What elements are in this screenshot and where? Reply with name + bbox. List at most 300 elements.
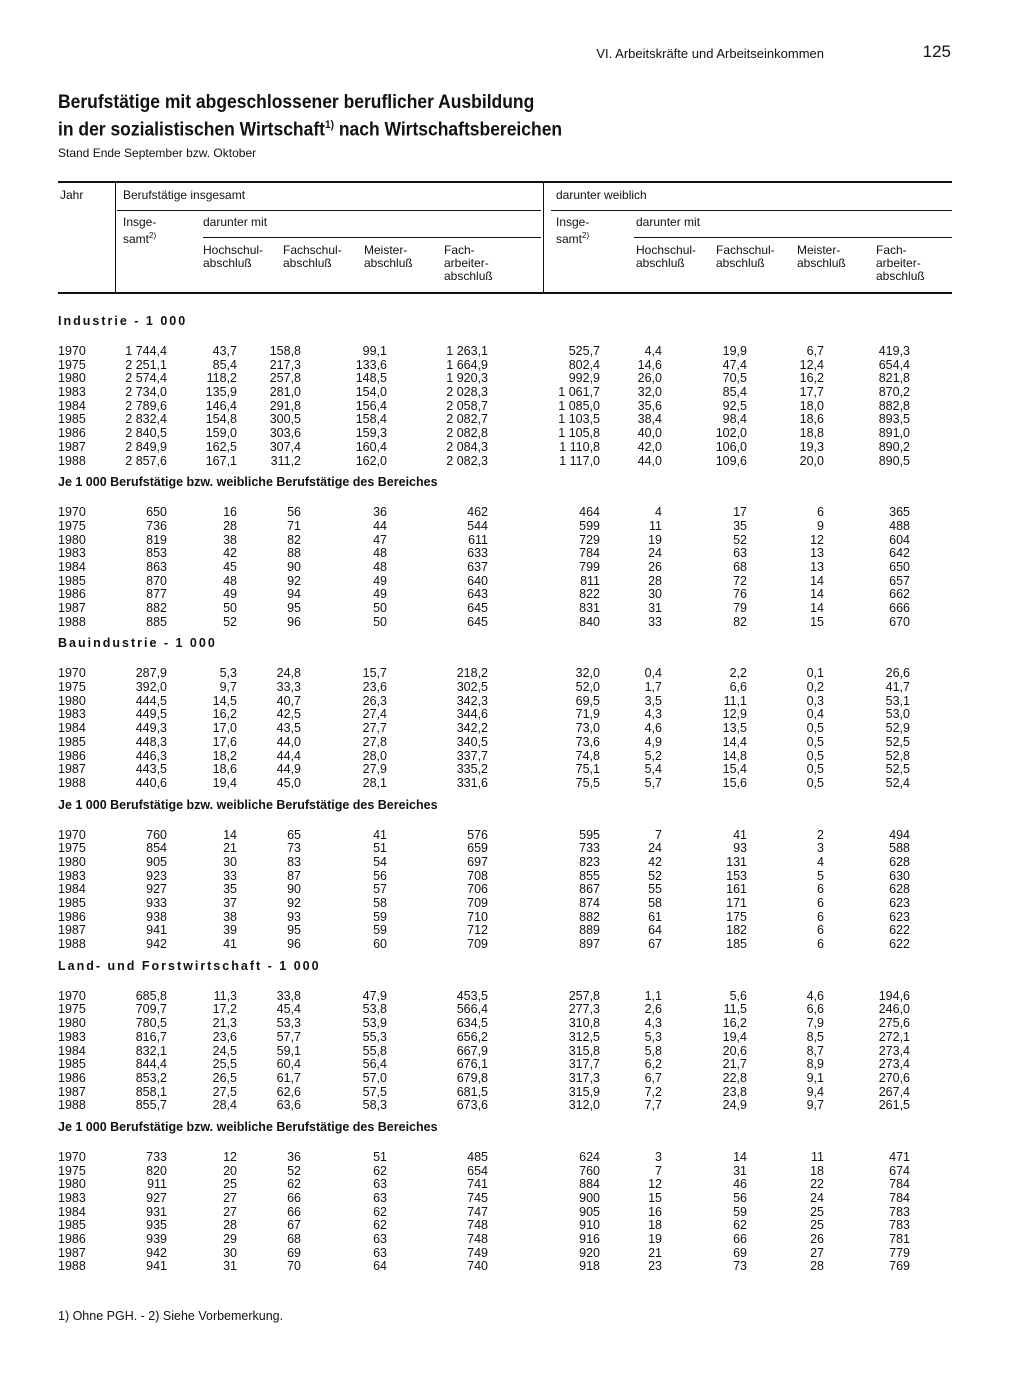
cell-female-facharbeiter: 53,1	[885, 693, 910, 708]
section-title: Je 1 000 Berufstätige bzw. weibliche Berufstätige des Bereiches	[58, 475, 438, 490]
cell-female-fachschul: 24,9	[722, 1098, 747, 1113]
cell-facharbeiter: 673,6	[456, 1098, 488, 1113]
column-divider	[115, 183, 116, 292]
cell-fachschul: 96	[287, 937, 301, 952]
cell-hochschul: 118,2	[206, 371, 237, 386]
cell-meister: 27,7	[362, 721, 387, 736]
cell-female-hochschul: 23	[648, 1259, 662, 1274]
cell-fachschul: 92	[287, 896, 301, 910]
cell-female-total: 599	[579, 518, 600, 533]
cell-female-fachschul: 47,4	[722, 357, 747, 372]
cell-facharbeiter: 681,5	[456, 1084, 488, 1099]
cell-meister: 50	[373, 614, 387, 629]
cell-female-total: 73,0	[575, 721, 600, 736]
cell-female-fachschul: 93	[733, 841, 747, 856]
cell-hochschul: 25	[223, 1177, 237, 1192]
cell-female-hochschul: 11	[649, 518, 662, 533]
cell-year: 1984	[58, 398, 86, 413]
cell-female-hochschul: 3,5	[644, 693, 662, 708]
cell-female-facharbeiter: 650	[889, 559, 910, 574]
cell-female-fachschul: 17	[733, 505, 747, 520]
table-row	[0, 1192, 1024, 1206]
cell-hochschul: 37	[223, 896, 237, 910]
table-row	[0, 938, 1024, 952]
cell-female-hochschul: 61	[648, 909, 662, 924]
chapter-title: VI. Arbeitskräfte und Arbeitseinkommen	[596, 46, 824, 61]
cell-female-meister: 4,6	[806, 988, 824, 1003]
cell-female-fachschul: 63	[733, 546, 747, 561]
cell-female-hochschul: 1,7	[644, 680, 662, 695]
table-row	[0, 427, 1024, 441]
cell-female-meister: 6	[817, 896, 824, 910]
cell-female-total: 992,9	[568, 371, 600, 386]
cell-female-facharbeiter: 623	[889, 909, 910, 924]
table-title	[58, 92, 562, 141]
page-number: 125	[922, 42, 951, 61]
table-row	[0, 506, 1024, 520]
cell-facharbeiter: 748	[467, 1218, 488, 1233]
cell-facharbeiter: 634,5	[456, 1016, 488, 1031]
cell-female-meister: 28	[810, 1259, 824, 1274]
cell-hochschul: 35	[223, 882, 237, 897]
cell-meister: 63	[373, 1191, 387, 1205]
table-row	[0, 1086, 1024, 1100]
cell-fachschul: 217,3	[269, 357, 301, 372]
cell-facharbeiter: 747	[467, 1204, 488, 1219]
cell-female-hochschul: 5,2	[644, 748, 662, 763]
cell-total: 870	[146, 573, 167, 588]
cell-facharbeiter: 2 058,7	[446, 398, 488, 413]
cell-facharbeiter: 745	[467, 1191, 488, 1205]
cell-hochschul: 21,3	[212, 1016, 237, 1031]
cell-facharbeiter: 544	[467, 518, 488, 533]
cell-female-total: 733	[579, 841, 600, 856]
cell-female-total: 257,8	[568, 988, 600, 1003]
cell-fachschul: 66	[287, 1204, 301, 1219]
cell-facharbeiter: 1 920,3	[446, 371, 488, 386]
cell-total: 2 251,1	[125, 357, 167, 372]
cell-female-fachschul: 85,4	[722, 385, 747, 400]
cell-female-meister: 7,9	[806, 1016, 824, 1031]
cell-female-total: 595	[579, 827, 600, 842]
cell-meister: 148,5	[355, 371, 387, 386]
cell-hochschul: 28	[223, 1218, 237, 1233]
cell-facharbeiter: 331,6	[456, 775, 488, 790]
table-row	[0, 1165, 1024, 1179]
table-row	[0, 1031, 1024, 1045]
cell-hochschul: 146,4	[205, 398, 237, 413]
cell-female-meister: 9,1	[806, 1070, 824, 1085]
cell-female-total: 884	[579, 1177, 600, 1192]
cell-total: 709,7	[135, 1002, 167, 1017]
table-row	[0, 1017, 1024, 1031]
cell-meister: 50	[373, 601, 387, 615]
cell-female-facharbeiter: 666	[889, 601, 910, 615]
cell-hochschul: 25,5	[212, 1057, 237, 1072]
cell-total: 832,1	[135, 1043, 167, 1058]
cell-hochschul: 39	[223, 923, 237, 938]
cell-year: 1985	[58, 1218, 86, 1233]
cell-year: 1980	[58, 1177, 86, 1192]
cell-female-facharbeiter: 784	[889, 1191, 910, 1205]
col-header-darunter-mit: darunter mit	[203, 215, 268, 229]
cell-fachschul: 62	[287, 1177, 301, 1192]
cell-total: 877	[146, 587, 167, 602]
cell-total: 938	[146, 909, 167, 924]
cell-total: 923	[146, 868, 167, 883]
cell-female-meister: 13	[810, 559, 824, 574]
table-row	[0, 520, 1024, 534]
cell-female-facharbeiter: 53,0	[885, 707, 910, 722]
cell-female-facharbeiter: 52,5	[885, 734, 910, 749]
cell-female-facharbeiter: 622	[889, 923, 910, 938]
cell-meister: 64	[373, 1259, 387, 1274]
table-row	[0, 616, 1024, 630]
cell-female-facharbeiter: 628	[889, 854, 910, 869]
cell-female-total: 1 105,8	[558, 426, 600, 441]
cell-fachschul: 96	[287, 614, 301, 629]
cell-meister: 56	[373, 868, 387, 883]
cell-year: 1984	[58, 1204, 86, 1219]
cell-facharbeiter: 645	[467, 601, 488, 615]
cell-female-fachschul: 16,2	[722, 1016, 747, 1031]
table-row	[0, 842, 1024, 856]
cell-facharbeiter: 706	[467, 882, 488, 897]
table-row	[0, 1219, 1024, 1233]
cell-female-hochschul: 16	[648, 1204, 662, 1219]
cell-female-meister: 6	[817, 505, 824, 520]
cell-female-hochschul: 58	[648, 896, 662, 910]
cell-total: 1 744,4	[125, 344, 167, 358]
cell-female-meister: 9,7	[806, 1098, 824, 1113]
cell-facharbeiter: 749	[467, 1245, 488, 1260]
cell-hochschul: 27,5	[212, 1084, 237, 1099]
cell-hochschul: 14	[223, 827, 237, 842]
cell-year: 1980	[58, 532, 86, 547]
cell-fachschul: 60,4	[276, 1057, 301, 1072]
cell-meister: 47	[373, 532, 387, 547]
cell-fachschul: 68	[287, 1232, 301, 1247]
cell-female-fachschul: 6,6	[729, 680, 747, 695]
table-row	[0, 400, 1024, 414]
cell-meister: 63	[373, 1245, 387, 1260]
col-header-fachschul-female: Fachschul- abschluß	[716, 243, 775, 270]
cell-hochschul: 18,2	[212, 748, 237, 763]
cell-facharbeiter: 740	[467, 1259, 488, 1274]
cell-year: 1987	[58, 1084, 86, 1099]
cell-female-total: 71,9	[575, 707, 600, 722]
cell-total: 863	[146, 559, 167, 574]
cell-meister: 133,6	[355, 357, 387, 372]
cell-female-total: 729	[579, 532, 600, 547]
table-row	[0, 359, 1024, 373]
cell-meister: 160,4	[355, 439, 387, 454]
cell-female-fachschul: 102,0	[715, 426, 747, 441]
cell-year: 1984	[58, 721, 86, 736]
cell-female-total: 1 117,0	[559, 453, 600, 468]
cell-female-meister: 6	[817, 882, 824, 897]
cell-year: 1984	[58, 1043, 86, 1058]
table-subtitle: Stand Ende September bzw. Oktober	[58, 146, 257, 160]
cell-female-fachschul: 14	[733, 1149, 747, 1164]
cell-female-facharbeiter: 267,4	[878, 1084, 910, 1099]
cell-facharbeiter: 667,9	[456, 1043, 488, 1058]
cell-female-fachschul: 106,0	[715, 439, 747, 454]
cell-female-total: 840	[579, 614, 600, 629]
table-body	[0, 312, 1024, 1274]
cell-female-fachschul: 5,6	[729, 988, 747, 1003]
cell-meister: 55,3	[362, 1029, 387, 1044]
cell-female-meister: 19,3	[799, 439, 824, 454]
cell-meister: 58	[373, 896, 387, 910]
cell-female-fachschul: 13,5	[722, 721, 747, 736]
cell-hochschul: 14,5	[212, 693, 237, 708]
cell-female-total: 867	[579, 882, 600, 897]
cell-female-facharbeiter: 642	[889, 546, 910, 561]
cell-year: 1986	[58, 909, 86, 924]
cell-female-facharbeiter: 419,3	[878, 344, 910, 358]
cell-female-facharbeiter: 670	[889, 614, 910, 629]
cell-meister: 154,0	[355, 385, 387, 400]
cell-hochschul: 50	[223, 601, 237, 615]
cell-year: 1984	[58, 882, 86, 897]
cell-meister: 41	[373, 827, 387, 842]
cell-female-meister: 18	[810, 1163, 824, 1178]
section-title: Land- und Forstwirtschaft - 1 000	[58, 958, 321, 973]
cell-female-total: 823	[579, 854, 600, 869]
cell-female-meister: 11	[811, 1149, 824, 1164]
cell-total: 650	[146, 505, 167, 520]
cell-female-fachschul: 68	[733, 559, 747, 574]
table-row	[0, 777, 1024, 791]
cell-female-hochschul: 38,4	[637, 412, 662, 427]
cell-female-fachschul: 185	[726, 937, 747, 952]
cell-female-facharbeiter: 588	[889, 841, 910, 856]
cell-female-meister: 20,0	[799, 453, 824, 468]
cell-hochschul: 18,6	[212, 762, 237, 777]
cell-hochschul: 38	[223, 532, 237, 547]
cell-fachschul: 45,4	[276, 1002, 301, 1017]
table-row	[0, 413, 1024, 427]
table-row	[0, 602, 1024, 616]
cell-female-meister: 27	[810, 1245, 824, 1260]
sub-rule-female	[634, 237, 952, 238]
cell-year: 1988	[58, 775, 86, 790]
cell-total: 816,7	[135, 1029, 167, 1044]
table-row	[0, 1233, 1024, 1247]
cell-female-facharbeiter: 890,5	[878, 453, 910, 468]
cell-total: 858,1	[135, 1084, 167, 1099]
cell-year: 1985	[58, 896, 86, 910]
cell-meister: 27,8	[362, 734, 387, 749]
cell-female-facharbeiter: 365	[889, 505, 910, 520]
cell-total: 287,9	[135, 666, 167, 681]
cell-year: 1983	[58, 1029, 86, 1044]
table-row	[0, 1058, 1024, 1072]
cell-female-hochschul: 1,1	[644, 988, 662, 1003]
table-row	[0, 1099, 1024, 1113]
col-header-meister: Meister- abschluß	[364, 243, 413, 270]
cell-female-fachschul: 14,4	[722, 734, 747, 749]
cell-female-facharbeiter: 654,4	[878, 357, 910, 372]
cell-female-hochschul: 31	[648, 601, 662, 615]
cell-female-facharbeiter: 52,5	[885, 762, 910, 777]
cell-female-meister: 8,9	[806, 1057, 824, 1072]
cell-year: 1985	[58, 1057, 86, 1072]
table-row	[0, 990, 1024, 1004]
cell-female-facharbeiter: 194,6	[878, 988, 910, 1003]
cell-total: 443,5	[135, 762, 167, 777]
col-header-meister-female: Meister- abschluß	[797, 243, 846, 270]
cell-year: 1975	[58, 518, 86, 533]
cell-female-meister: 6	[817, 909, 824, 924]
cell-female-hochschul: 4,4	[644, 344, 662, 358]
cell-female-meister: 12	[810, 532, 824, 547]
cell-fachschul: 87	[287, 868, 301, 883]
col-header-jahr: Jahr	[60, 188, 84, 202]
cell-female-meister: 6,7	[806, 344, 824, 358]
cell-female-hochschul: 7,7	[644, 1098, 662, 1113]
cell-year: 1987	[58, 601, 86, 615]
cell-fachschul: 257,8	[269, 371, 301, 386]
footnote-ref-2: 2)	[149, 231, 157, 240]
cell-female-total: 317,7	[568, 1057, 600, 1072]
cell-female-meister: 0,1	[806, 666, 824, 681]
cell-female-fachschul: 98,4	[722, 412, 747, 427]
cell-female-facharbeiter: 275,6	[878, 1016, 910, 1031]
cell-year: 1970	[58, 344, 86, 358]
cell-meister: 60	[373, 937, 387, 952]
cell-female-facharbeiter: 891,0	[878, 426, 910, 441]
cell-facharbeiter: 679,8	[456, 1070, 488, 1085]
cell-facharbeiter: 2 028,3	[446, 385, 488, 400]
cell-female-facharbeiter: 674	[889, 1163, 910, 1178]
cell-female-fachschul: 59	[733, 1204, 747, 1219]
cell-fachschul: 36	[287, 1149, 301, 1164]
cell-year: 1986	[58, 587, 86, 602]
cell-hochschul: 42	[223, 546, 237, 561]
cell-total: 844,4	[135, 1057, 167, 1072]
table-row	[0, 1178, 1024, 1192]
cell-fachschul: 69	[287, 1245, 301, 1260]
cell-female-meister: 9,4	[806, 1084, 824, 1099]
cell-facharbeiter: 344,6	[456, 707, 488, 722]
cell-female-hochschul: 26,0	[637, 371, 662, 386]
cell-female-fachschul: 52	[733, 532, 747, 547]
cell-female-total: 918	[579, 1259, 600, 1274]
cell-meister: 53,9	[362, 1016, 387, 1031]
cell-facharbeiter: 302,5	[456, 680, 488, 695]
table-row	[0, 386, 1024, 400]
cell-female-total: 889	[579, 923, 600, 938]
cell-total: 449,5	[135, 707, 167, 722]
cell-meister: 156,4	[355, 398, 387, 413]
cell-female-hochschul: 2,6	[644, 1002, 662, 1017]
cell-total: 444,5	[135, 693, 167, 708]
cell-female-total: 920	[579, 1245, 600, 1260]
cell-total: 933	[146, 896, 167, 910]
cell-meister: 159,3	[355, 426, 387, 441]
cell-fachschul: 33,8	[276, 988, 301, 1003]
cell-total: 733	[146, 1149, 167, 1164]
table-row	[0, 588, 1024, 602]
cell-facharbeiter: 1 664,9	[446, 357, 488, 372]
table-row	[0, 575, 1024, 589]
cell-female-hochschul: 19	[648, 1232, 662, 1247]
cell-hochschul: 162,5	[205, 439, 237, 454]
cell-facharbeiter: 712	[467, 923, 488, 938]
cell-facharbeiter: 2 082,7	[446, 412, 488, 427]
cell-facharbeiter: 453,5	[456, 988, 488, 1003]
cell-hochschul: 30	[223, 854, 237, 869]
section-title: Je 1 000 Berufstätige bzw. weibliche Berufstätige des Bereiches	[58, 797, 438, 812]
cell-fachschul: 45,0	[276, 775, 301, 790]
cell-total: 855,7	[135, 1098, 167, 1113]
cell-year: 1986	[58, 748, 86, 763]
table-row	[0, 856, 1024, 870]
top-rule	[58, 181, 952, 183]
cell-female-hochschul: 35,6	[637, 398, 662, 413]
cell-female-meister: 2	[817, 827, 824, 842]
cell-fachschul: 83	[287, 854, 301, 869]
cell-female-hochschul: 32,0	[637, 385, 662, 400]
cell-female-total: 1 061,7	[558, 385, 600, 400]
cell-female-meister: 9	[817, 518, 824, 533]
cell-hochschul: 23,6	[212, 1029, 237, 1044]
cell-female-meister: 18,0	[799, 398, 824, 413]
table-row	[0, 911, 1024, 925]
cell-female-fachschul: 72	[733, 573, 747, 588]
cell-female-fachschul: 182	[726, 923, 747, 938]
cell-female-meister: 15	[810, 614, 824, 629]
cell-hochschul: 30	[223, 1245, 237, 1260]
cell-female-total: 624	[579, 1149, 600, 1164]
section-title: Bauindustrie - 1 000	[58, 636, 217, 651]
cell-year: 1983	[58, 868, 86, 883]
cell-female-fachschul: 175	[726, 909, 747, 924]
cell-hochschul: 16	[223, 505, 237, 520]
cell-year: 1987	[58, 1245, 86, 1260]
table-row	[0, 763, 1024, 777]
cell-year: 1987	[58, 762, 86, 777]
cell-total: 942	[146, 937, 167, 952]
cell-female-hochschul: 40,0	[637, 426, 662, 441]
cell-hochschul: 49	[223, 587, 237, 602]
table-row	[0, 736, 1024, 750]
cell-total: 2 734,0	[125, 385, 167, 400]
cell-female-facharbeiter: 26,6	[885, 666, 910, 681]
cell-female-fachschul: 92,5	[722, 398, 747, 413]
cell-meister: 47,9	[362, 988, 387, 1003]
cell-meister: 49	[373, 573, 387, 588]
cell-year: 1975	[58, 1163, 86, 1178]
cell-year: 1987	[58, 439, 86, 454]
cell-fachschul: 71	[287, 518, 301, 533]
cell-female-hochschul: 21	[648, 1245, 662, 1260]
cell-female-hochschul: 5,8	[644, 1043, 662, 1058]
footnote: 1) Ohne PGH. - 2) Siehe Vorbemerkung.	[58, 1309, 284, 1323]
table-row	[0, 924, 1024, 938]
cell-total: 685,8	[135, 988, 167, 1003]
cell-fachschul: 95	[287, 923, 301, 938]
cell-female-meister: 24	[810, 1191, 824, 1205]
cell-total: 885	[146, 614, 167, 629]
cell-meister: 58,3	[362, 1098, 387, 1113]
cell-facharbeiter: 643	[467, 587, 488, 602]
cell-fachschul: 63,6	[276, 1098, 301, 1113]
cell-female-meister: 14	[810, 573, 824, 588]
table-row	[0, 561, 1024, 575]
